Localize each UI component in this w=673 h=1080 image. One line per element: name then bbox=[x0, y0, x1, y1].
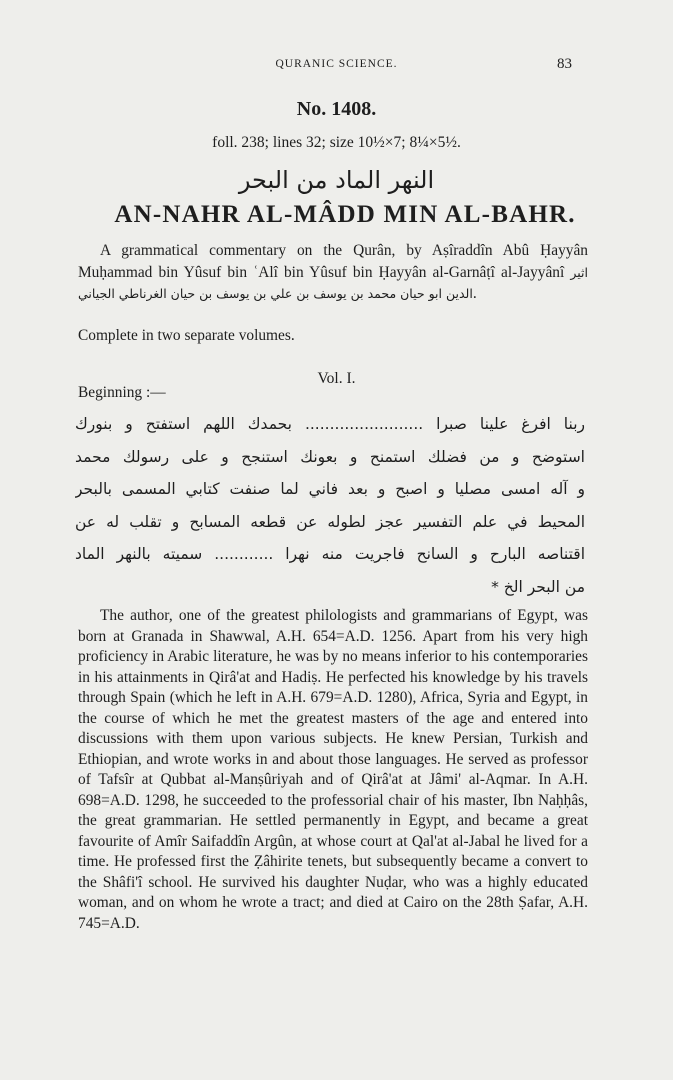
work-title: AN-NAHR AL-MÂDD MIN AL-BAHR. bbox=[114, 201, 576, 228]
arabic-line: من البحر الخ * bbox=[491, 577, 585, 596]
page-number: 83 bbox=[557, 56, 572, 72]
description: A grammatical commentary on the Qurân, by Aṣîraddîn Abû Ḥayyân Muḥammad bin Yûsuf bin ʿAlî bin Yûsuf bin Ḥayyân al-Garnâṭî al-Jayyânî اثير الدين ابو حيان محمد بن يوسف بن علي بن يوسف بن حيان الغرناطي الجياني. bbox=[78, 242, 588, 302]
volume-label: Vol. I. bbox=[317, 370, 356, 387]
entry-number: No. 1408. bbox=[296, 98, 377, 120]
description-arabic-name: اثير الدين ابو حيان محمد بن يوسف بن علي بن يوسف بن حيان الغرناطي الجياني bbox=[78, 264, 588, 301]
page-header bbox=[0, 56, 673, 76]
arabic-line: ربنا افرغ علينا صبرا ........................ بحمدك اللهم استفتح و بنورك bbox=[75, 415, 585, 433]
folio-info: foll. 238; lines 32; size 10½×7; 8¼×5½. bbox=[212, 134, 461, 151]
arabic-title: النهر الماد من البحر bbox=[238, 166, 435, 194]
arabic-line: و آله امسی مصليا و اصبح و بعد فاني لما صنفت كتابي المسمی بالبحر bbox=[75, 480, 585, 498]
biography-paragraph: The author, one of the greatest philologists and grammarians of Egypt, was born at Granada in Shawwal, A.H. 654=A.D. 1256. Apart from his very high proficiency in Arabic literature, he was by no means inferior to his contemporaries in his attainments in Qirâ'at and Hadiṣ. He perfected his knowledge by his travels through Spain (which he left in A.H. 679=A.D. 1280), Africa, Syria and Egypt, in the course of which he met the greatest masters of the age and entered into discussions with them upon various subjects. He knew Persian, Turkish and Ethiopian, and wrote works in and about those languages. He served as professor of Tafsîr at Qubbat al-Manṣûriyah and of Qirâ'at at Jâmi' al-Aqmar. In A.H. 698=A.D. 1298, he succeeded to the professorial chair of his master, Ibn Naḥḥâs, the great grammarian. He settled permanently in Egypt, and became a great favourite of Amîr Saifaddîn Argûn, at whose court at Qal'at al-Jabal he lived for a time. He professed first the Ẓâhirite tenets, but subsequently became a convert to the Shâfi'î school. He survived his daughter Nuḍar, who was a highly educated woman, and on whom he wrote a tract; and died at Cairo on the 28th Ṣafar, A.H. 745=A.D. bbox=[78, 607, 588, 932]
beginning-label: Beginning :— bbox=[78, 384, 166, 401]
arabic-line: اقتناصه البارح و السانح فاجريت منه نهرا ............ سميته بالنهر الماد bbox=[75, 545, 585, 563]
biography bbox=[78, 606, 588, 934]
completeness-note: Complete in two separate volumes. bbox=[78, 327, 295, 344]
arabic-line: استوضح و من فضلك استمنح و بعونك استنجح و علی رسولك محمد bbox=[75, 447, 585, 466]
arabic-line: المحيط في علم التفسير عجز لطوله عن قطعه المسابح و تقلب له عن bbox=[75, 512, 585, 531]
arabic-incipit bbox=[75, 408, 585, 603]
description-text: A grammatical commentary on the Qurân, by Aṣîraddîn Abû Ḥayyân Muḥammad bin Yûsuf bin ʿAlî bin Yûsuf bin Ḥayyân al-Garnâṭî al-Jayyânî bbox=[78, 242, 588, 281]
running-title: QURANIC SCIENCE. bbox=[275, 58, 398, 70]
